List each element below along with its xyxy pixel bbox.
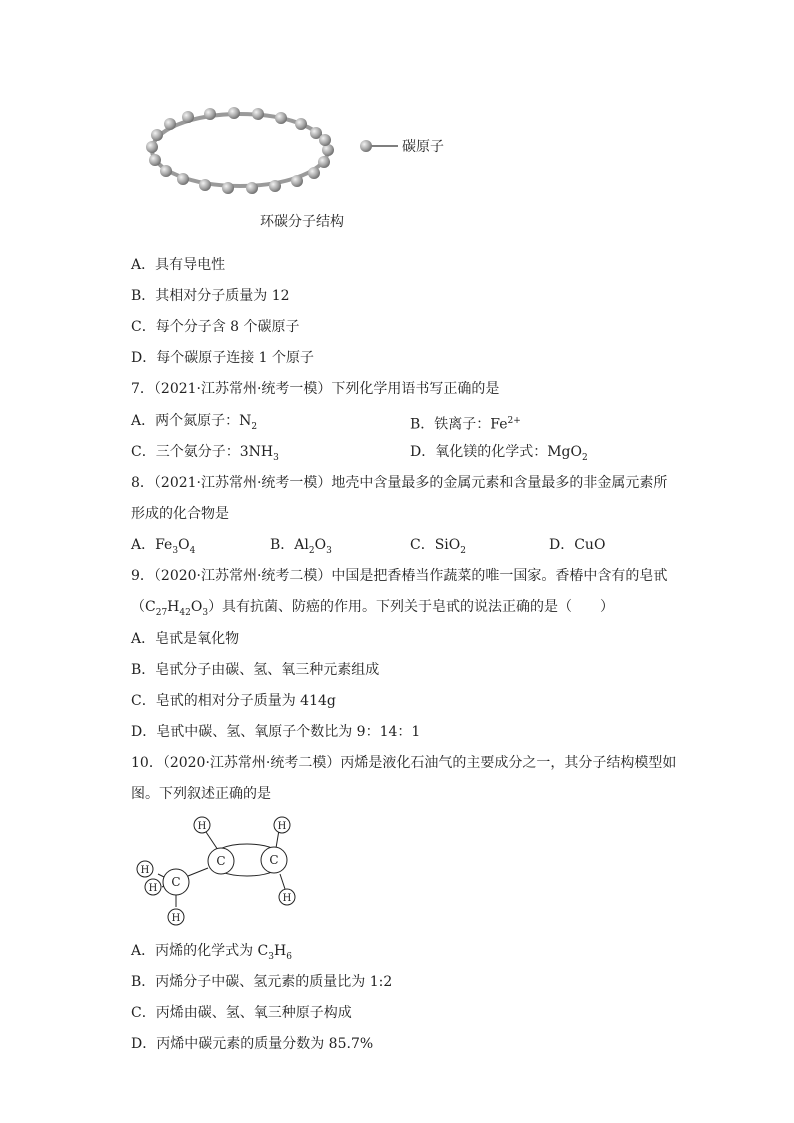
q9-formula-5: O [190, 599, 203, 615]
hydrogen-label: H [148, 883, 158, 894]
hydrogen-label: H [197, 821, 207, 832]
q10-a-3: H [274, 943, 287, 959]
q9-stem-line2 [131, 598, 614, 622]
propene-molecule-figure [130, 812, 310, 927]
q10-a-1: A．丙烯的化学式为 C [131, 943, 269, 959]
q7-d-text: D．氧化镁的化学式：MgO [410, 444, 582, 460]
q7-a-sub: 2 [251, 421, 258, 432]
q8-option-b [270, 536, 332, 560]
q6-option-b: B．其相对分子质量为 12 [131, 288, 290, 304]
q6-option-a: A．具有导电性 [131, 257, 226, 273]
q8-c-2: 2 [460, 545, 466, 556]
q9-formula-2: 27 [155, 607, 168, 618]
hydrogen-label: H [171, 913, 181, 924]
q9-formula-3: H [167, 599, 180, 615]
q8-b-1: B．Al [270, 537, 309, 553]
q7-b-sup: 2+ [507, 416, 521, 426]
q10-option-a [131, 942, 292, 966]
q9-option-b: B．皂甙分子由碳、氢、氧三种元素组成 [131, 662, 380, 678]
q8-a-4: 4 [189, 545, 196, 556]
q8-option-d: D．CuO [549, 537, 606, 553]
q8-c-1: C．SiO [410, 537, 461, 553]
ring-atoms [146, 107, 334, 194]
q8-a-2: 3 [172, 545, 179, 556]
q7-c-sub: 3 [273, 452, 279, 463]
carbon-label: C [171, 875, 181, 889]
q9-stem-line1: 9．（2020·江苏常州·统考二模）中国是把香椿当作蔬菜的唯一国家。香椿中含有的皂甙 [131, 568, 668, 584]
q8-a-3: O [178, 537, 190, 553]
q8-option-c [410, 536, 466, 560]
q8-option-a [131, 536, 195, 560]
q8-stem-line1: 8．（2021·江苏常州·统考一模）地壳中含量最多的金属元素和含量最多的非金属元素所 [131, 475, 668, 491]
q7-stem: 7．（2021·江苏常州·统考一模）下列化学用语书写正确的是 [131, 381, 500, 397]
hydrogen-label: H [140, 865, 150, 876]
q8-b-2: 2 [308, 545, 315, 556]
q10-option-b: B．丙烯分子中碳、氢元素的质量比为 1:2 [131, 974, 393, 990]
q7-c-text: C．三个氨分子：3NH [131, 444, 274, 460]
q10-option-d: D．丙烯中碳元素的质量分数为 85.7% [131, 1036, 374, 1052]
q9-formula-1: （C [131, 599, 156, 615]
q8-b-3: O [314, 537, 327, 553]
hydrogen-label: H [282, 893, 292, 904]
q7-a-text: A．两个氮原子：N [131, 413, 252, 429]
q10-stem-line1: 10．（2020·江苏常州·统考二模）丙烯是液化石油气的主要成分之一，其分子结构模型如 [131, 755, 677, 771]
carbon-atom-label: 碳原子 [402, 139, 444, 155]
q8-stem-line2: 形成的化合物是 [131, 506, 229, 522]
carbon-label: C [216, 854, 226, 868]
figure-caption: 环碳分子结构 [260, 214, 344, 230]
q10-stem-line2: 图。下列叙述正确的是 [131, 786, 271, 802]
q9-stem-rest: ）具有抗菌、防癌的作用。下列关于皂甙的说法正确的是（ ） [208, 599, 615, 615]
q6-option-d: D．每个碳原子连接 1 个原子 [131, 350, 315, 366]
q10-a-4: 6 [286, 951, 292, 962]
q10-a-2: 3 [268, 951, 275, 962]
q7-option-a [131, 412, 257, 436]
q8-a-1: A．Fe [131, 537, 173, 553]
q10-option-c: C．丙烯由碳、氢、氧三种原子构成 [131, 1005, 352, 1021]
q7-b-text: B．铁离子：Fe [410, 416, 508, 433]
q7-d-sub: 2 [582, 452, 588, 463]
q7-option-c [131, 443, 279, 467]
hydrogen-label: H [277, 821, 287, 832]
carbon-label: C [269, 853, 279, 867]
carbon-atom-legend-icon [360, 140, 372, 152]
q9-option-c: C．皂甙的相对分子质量为 414g [131, 693, 336, 709]
q9-formula-6: 3 [202, 607, 209, 618]
q9-option-d: D．皂甙中碳、氢、氧原子个数比为 9：14：1 [131, 724, 421, 740]
q7-option-d [410, 443, 588, 467]
q7-option-b [410, 412, 521, 434]
q6-option-c: C．每个分子含 8 个碳原子 [131, 319, 300, 335]
q9-formula-4: 42 [179, 607, 191, 618]
q8-b-4: 3 [326, 545, 332, 556]
q9-option-a: A．皂甙是氧化物 [131, 631, 240, 647]
